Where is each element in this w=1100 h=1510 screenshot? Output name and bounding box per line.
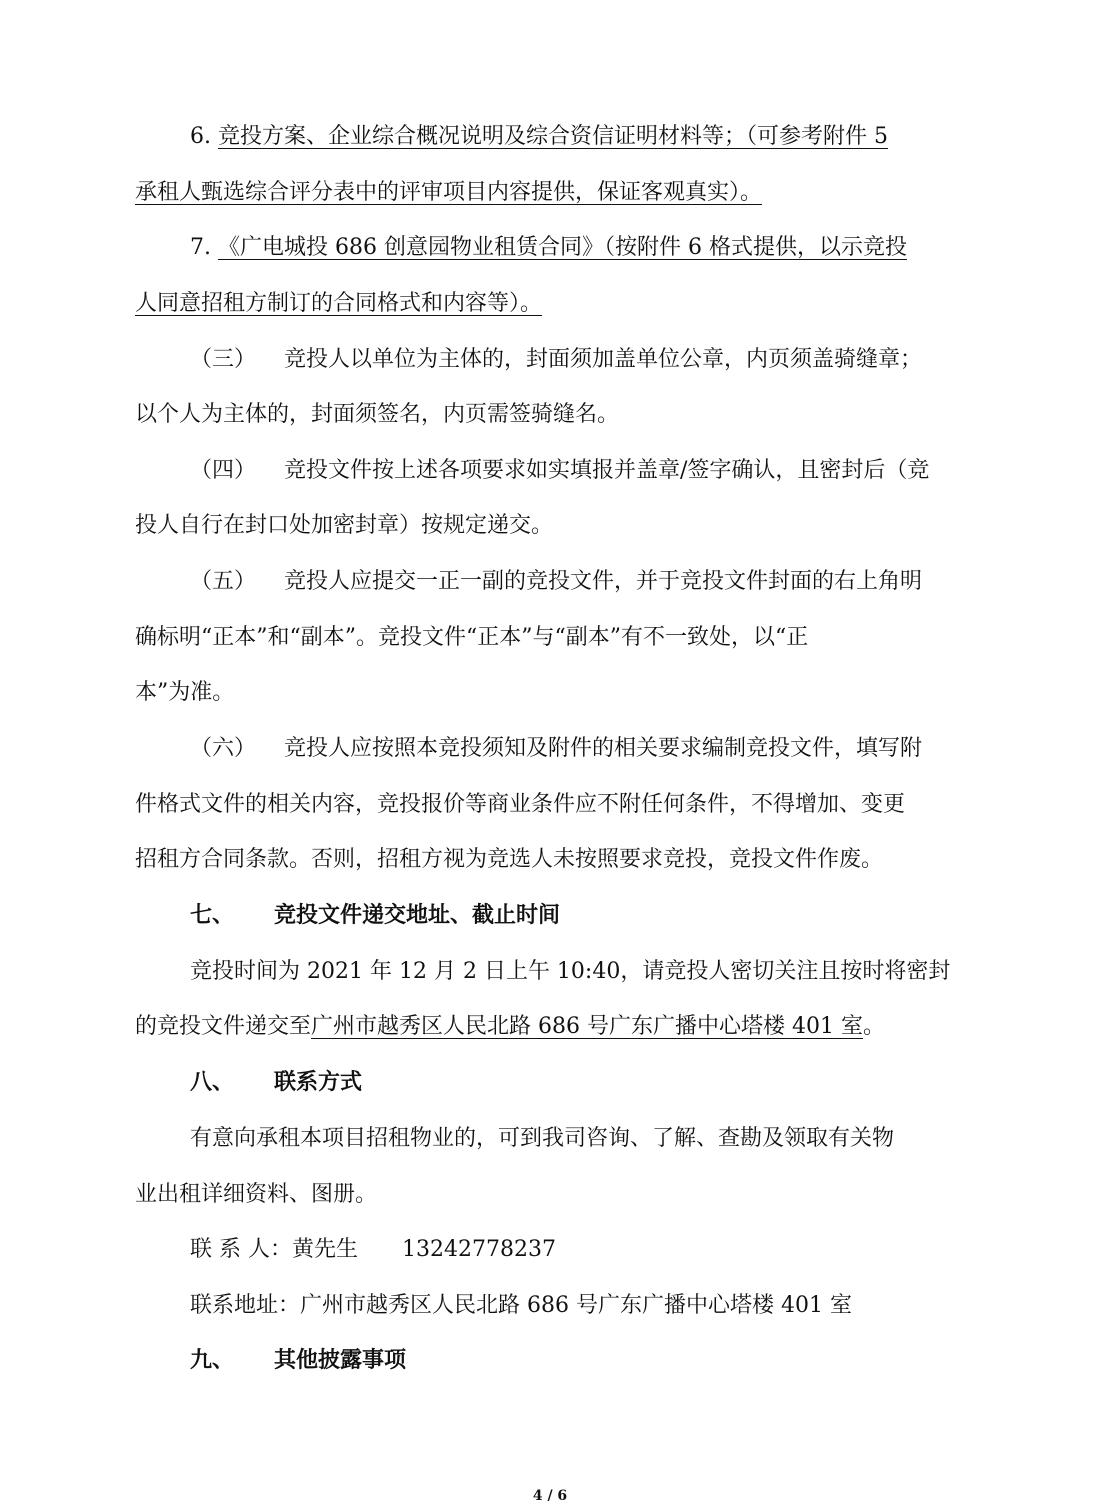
section-9-heading (190, 1346, 965, 1376)
para-5-line-1 (190, 567, 965, 597)
item-7-text-1: 《广电城投 686 创意园物业租赁合同》（按附件 6 格式提供，以示竞投 (218, 235, 907, 260)
para-5-label: （五） (190, 569, 257, 594)
section-7-heading (190, 901, 965, 931)
section-7-title: 竞投文件递交地址、截止时间 (274, 903, 561, 928)
section-9-title: 其他披露事项 (274, 1348, 407, 1373)
item-6-number: 6. (190, 124, 211, 149)
contact-person-name: 黄先生 (292, 1237, 359, 1262)
section-8-number: 八、 (190, 1070, 235, 1095)
section-7-text-pre: 的竞投文件递交至 (135, 1014, 312, 1039)
section-7-line-2 (135, 1012, 965, 1042)
para-4-text-1: 竞投文件按上述各项要求如实填报并盖章/签字确认，且密封后（竞 (284, 458, 930, 483)
contact-phone: 13242778237 (402, 1237, 556, 1262)
section-8-heading (190, 1068, 965, 1098)
para-6-line-2: 件格式文件的相关内容，竞投报价等商业条件应不附任何条件，不得增加、变更 (135, 792, 906, 817)
page-number: 4 / 6 (532, 1488, 568, 1504)
para-6-text-1: 竞投人应按照本竞投须知及附件的相关要求编制竞投文件，填写附 (284, 736, 923, 761)
contact-person-label: 联 系 人： (190, 1237, 292, 1262)
section-8-line-1: 有意向承租本项目招租物业的，可到我司咨询、了解、查勘及领取有关物 (190, 1126, 895, 1151)
para-6-label: （六） (190, 736, 257, 761)
para-5-line-2: 确标明“正本”和“副本”。竞投文件“正本”与“副本”有不一致处，以“正 (135, 625, 809, 650)
item-7-line-1 (190, 233, 965, 263)
para-3-text-1: 竞投人以单位为主体的，封面须加盖单位公章，内页须盖骑缝章； (284, 347, 923, 372)
section-8-line-2: 业出租详细资料、图册。 (135, 1182, 378, 1207)
para-4-line-2: 投人自行在封口处加密封章）按规定递交。 (135, 513, 554, 538)
item-6-line-2 (135, 178, 965, 208)
contact-person-line (190, 1235, 965, 1265)
item-6-text-2: 承租人甄选综合评分表中的评审项目内容提供，保证客观真实）。 (135, 180, 763, 205)
para-4-label: （四） (190, 458, 257, 483)
section-7-number: 七、 (190, 903, 235, 928)
section-7-text-end: 。 (862, 1014, 885, 1039)
item-7-number: 7. (190, 235, 211, 260)
submission-address: 广州市越秀区人民北路 686 号广东广播中心塔楼 401 室 (311, 1014, 863, 1039)
para-5-line-3: 本”为准。 (135, 680, 235, 705)
para-6-line-3: 招租方合同条款。否则，招租方视为竞选人未按照要求竞投，竞投文件作废。 (135, 847, 884, 872)
item-7-line-2 (135, 289, 965, 319)
item-7-text-2: 人同意招租方制订的合同格式和内容等）。 (135, 291, 543, 316)
para-4-line-1 (190, 456, 965, 486)
contact-address-label: 联系地址： (190, 1293, 301, 1318)
para-5-text-1: 竞投人应提交一正一副的竞投文件，并于竞投文件封面的右上角明 (284, 569, 923, 594)
section-8-title: 联系方式 (274, 1070, 363, 1095)
contact-address: 广州市越秀区人民北路 686 号广东广播中心塔楼 401 室 (300, 1293, 852, 1318)
para-3-line-2: 以个人为主体的，封面须签名，内页需签骑缝名。 (135, 402, 620, 427)
para-6-line-1 (190, 734, 965, 764)
para-3-label: （三） (190, 347, 257, 372)
para-3-line-1 (190, 345, 965, 375)
item-6-line-1 (190, 122, 965, 152)
item-6-text-1: 竞投方案、企业综合概况说明及综合资信证明材料等；（可参考附件 5 (218, 124, 888, 149)
contact-address-line (190, 1291, 965, 1321)
section-7-line-1: 竞投时间为 2021 年 12 月 2 日上午 10:40，请竞投人密切关注且按时将密封 (190, 959, 951, 984)
section-9-number: 九、 (190, 1348, 235, 1373)
